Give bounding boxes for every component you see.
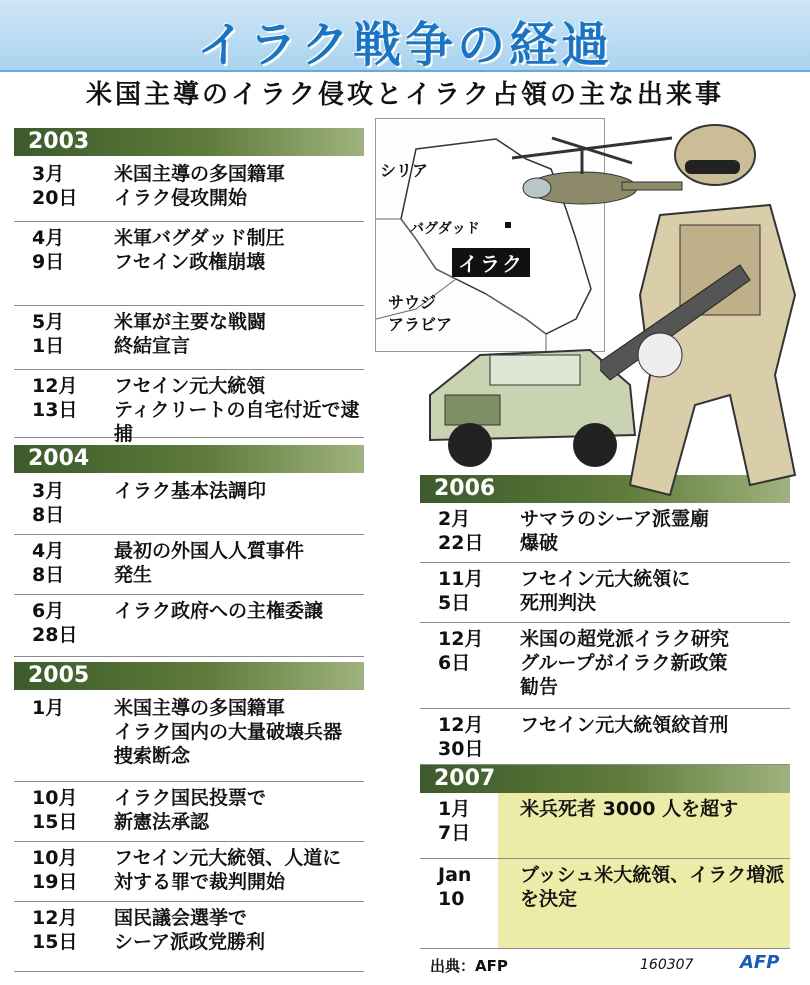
event-row xyxy=(420,709,790,765)
event-date: 12月 6日 xyxy=(438,628,484,674)
afp-logo: AFP xyxy=(740,952,780,973)
event-date: Jan 10 xyxy=(420,859,498,948)
event-row xyxy=(14,782,364,842)
event-text: 米国主導の多国籍軍 イラク国内の大量破壊兵器 捜索断念 xyxy=(114,697,343,767)
event-date: 3月 20日 xyxy=(32,163,78,209)
event-date: 10月 15日 xyxy=(32,787,78,833)
event-text: 最初の外国人人質事件 発生 xyxy=(114,540,305,586)
event-date: 10月 19日 xyxy=(32,847,78,893)
event-date: 3月 8日 xyxy=(32,480,65,526)
year-bar-2006: 2006 xyxy=(420,475,790,503)
event-text: 米軍バグダッド制圧 フセイン政権崩壊 xyxy=(114,227,285,273)
event-row xyxy=(14,692,364,782)
event-row xyxy=(14,595,364,657)
event-text: イラク政府への主権委譲 xyxy=(114,600,324,622)
map-label-syria: シリア xyxy=(380,161,429,180)
event-text: 米国主導の多国籍軍 イラク侵攻開始 xyxy=(114,163,286,209)
event-text: サマラのシーア派霊廟 爆破 xyxy=(520,508,710,554)
event-date: 6月 28日 xyxy=(32,600,78,646)
event-text: フセイン元大統領に 死刑判決 xyxy=(520,568,691,614)
event-text: 米国の超党派イラク研究 グループがイラク新政策 勧告 xyxy=(520,628,730,698)
event-row xyxy=(420,859,790,949)
soldier-illustration xyxy=(600,115,805,505)
year-bar-2003: 2003 xyxy=(14,128,364,156)
event-text: フセイン元大統領、人道に 対する罪で裁判開始 xyxy=(114,847,342,893)
event-row xyxy=(420,793,790,859)
event-row xyxy=(420,503,790,563)
event-row xyxy=(14,370,364,445)
event-row xyxy=(14,222,364,306)
event-row xyxy=(14,842,364,902)
event-text: 国民議会選挙で シーア派政党勝利 xyxy=(114,907,266,953)
page-subtitle: 米国主導のイラク侵攻とイラク占領の主な出来事 xyxy=(85,80,724,110)
event-date: 12月 13日 xyxy=(32,375,78,421)
page-title: イラク戦争の経過 xyxy=(196,17,613,73)
event-text: フセイン元大統領 ティクリートの自宅付近で逮捕 xyxy=(114,375,360,445)
event-date: 4月 9日 xyxy=(32,227,65,273)
event-text: フセイン元大統領絞首刑 xyxy=(520,714,729,736)
event-row xyxy=(14,902,364,972)
event-date: 1月 xyxy=(32,697,65,719)
event-text: イラク基本法調印 xyxy=(114,480,267,502)
event-text: 米兵死者 3000 人を超す xyxy=(520,798,739,820)
event-date: 4月 8日 xyxy=(32,540,65,586)
map-label-iraq: イラク xyxy=(452,248,530,277)
event-row xyxy=(420,623,790,709)
event-date: 2月 22日 xyxy=(438,508,484,554)
event-date: 11月 5日 xyxy=(438,568,484,614)
event-date: 1月 7日 xyxy=(420,793,498,858)
event-text: イラク国民投票で 新憲法承認 xyxy=(114,787,267,833)
event-row xyxy=(420,563,790,623)
event-row xyxy=(14,158,364,222)
year-bar-2007: 2007 xyxy=(420,765,790,793)
event-row xyxy=(14,535,364,595)
map-label-saudi: サウジ アラビア xyxy=(388,293,453,334)
event-date: 12月 30日 xyxy=(438,714,484,760)
year-bar-2004: 2004 xyxy=(14,445,364,473)
event-row xyxy=(14,306,364,370)
event-row xyxy=(14,475,364,535)
event-text: 米軍が主要な戦闘 終結宣言 xyxy=(114,311,267,357)
event-date: 5月 1日 xyxy=(32,311,65,357)
reference-code: 160307 xyxy=(640,957,694,973)
source-credit: 出典：AFP xyxy=(430,957,508,975)
event-date: 12月 15日 xyxy=(32,907,78,953)
map-label-baghdad: バグダッド xyxy=(410,221,480,237)
event-text: ブッシュ米大統領、イラク増派 を決定 xyxy=(520,864,785,910)
year-bar-2005: 2005 xyxy=(14,662,364,690)
